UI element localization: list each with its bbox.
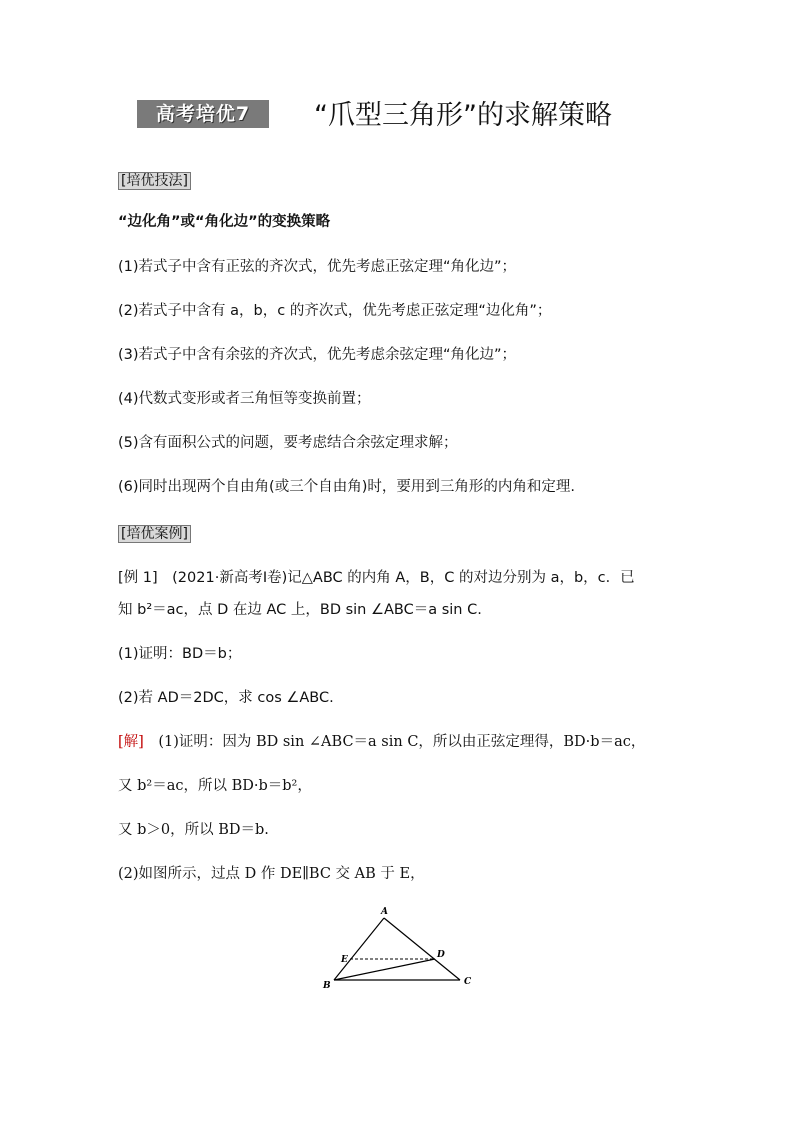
strategy-item-2: (2)若式子中含有 a，b，c 的齐次式，优先考虑正弦定理“边化角”；: [118, 303, 552, 319]
solution-tag: [解]: [118, 734, 144, 750]
page-title: “爪型三角形”的求解策略: [314, 100, 612, 131]
strategy-item-5: (5)含有面积公式的问题，要考虑结合余弦定理求解；: [118, 435, 458, 451]
question-1: (1)证明：BD＝b；: [118, 646, 242, 662]
label-e: E: [341, 955, 348, 965]
example-line-2: 知 b²＝ac，点 D 在边 AC 上，BD sin ∠ABC＝a sin C.: [118, 602, 482, 618]
example-line-1: [例 1] (2021·新高考Ⅰ卷)记△ABC 的内角 A，B，C 的对边分别为 a，b，c．已: [118, 570, 635, 586]
label-b: B: [323, 981, 331, 991]
strategy-heading: “边化角”或“角化边”的变换策略: [118, 214, 331, 230]
label-c: C: [464, 977, 472, 987]
question-2: (2)若 AD＝2DC，求 cos ∠ABC.: [118, 690, 334, 706]
solution-line-4: (2)如图所示，过点 D 作 DE∥BC 交 AB 于 E，: [118, 866, 425, 882]
label-d: D: [437, 950, 445, 960]
solution-text-1: (1)证明：因为 BD sin ∠ABC＝a sin C，所以由正弦定理得，BD·b＝ac，: [143, 734, 646, 750]
section-badge: 高考培优7: [137, 100, 269, 128]
strategy-item-3: (3)若式子中含有余弦的齐次式，优先考虑余弦定理“角化边”；: [118, 347, 517, 363]
technique-section: [118, 170, 191, 191]
label-a: A: [381, 907, 388, 917]
triangle-figure: [310, 900, 490, 1000]
case-tag: [培优案例]: [118, 525, 191, 543]
case-section: [118, 523, 191, 544]
solution-line-3: 又 b＞0，所以 BD＝b.: [118, 822, 269, 838]
technique-tag: [培优技法]: [118, 172, 191, 190]
solution-line-1: [118, 730, 645, 754]
side-ac: [384, 918, 460, 980]
solution-line-2: 又 b²＝ac，所以 BD·b＝b²，: [118, 778, 312, 794]
strategy-item-6: (6)同时出现两个自由角(或三个自由角)时，要用到三角形的内角和定理.: [118, 479, 575, 495]
strategy-item-1: (1)若式子中含有正弦的齐次式，优先考虑正弦定理“角化边”；: [118, 259, 517, 275]
strategy-item-4: (4)代数式变形或者三角恒等变换前置；: [118, 391, 371, 407]
